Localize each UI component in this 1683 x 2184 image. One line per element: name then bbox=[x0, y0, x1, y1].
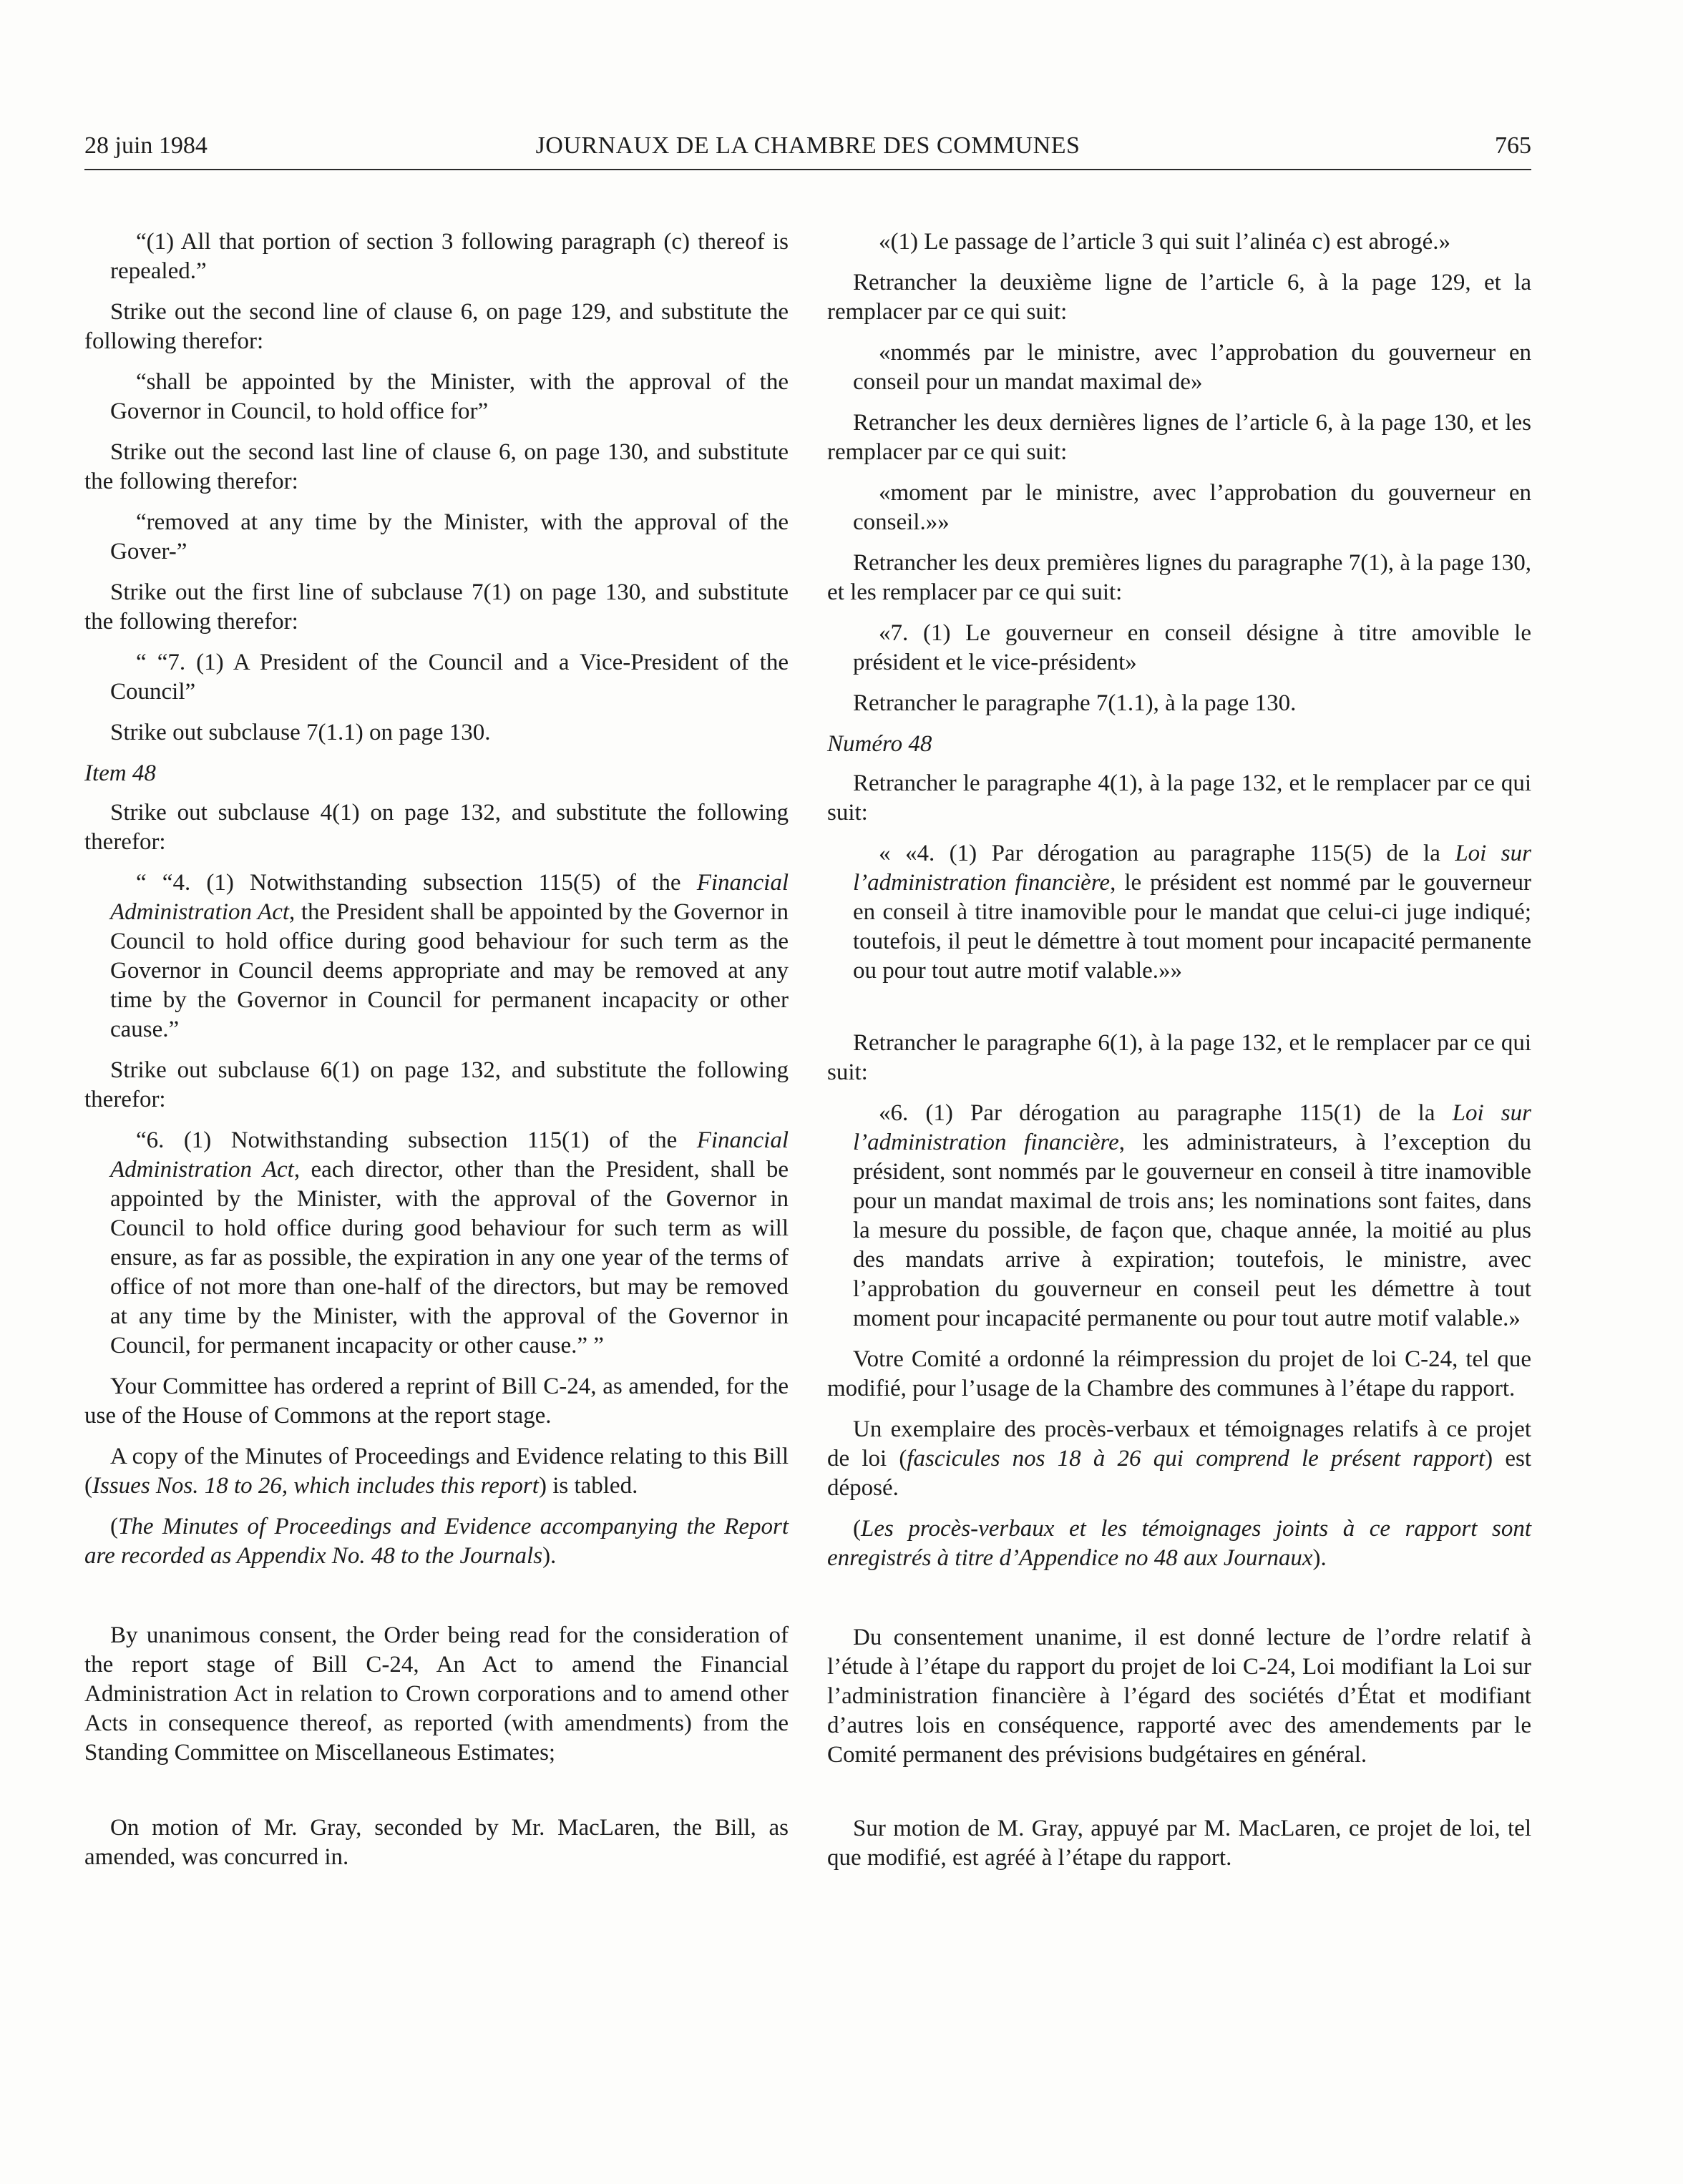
instruction: Strike out subclause 6(1) on page 132, and substitute the following therefor: bbox=[84, 1057, 789, 1112]
amendment-text: “(1) All that portion of section 3 following paragraph (c) thereof is repealed.” bbox=[110, 229, 789, 284]
item-heading: Item 48 bbox=[84, 760, 156, 786]
journal-title: JOURNAUX DE LA CHAMBRE DES COMMUNES bbox=[535, 132, 1080, 159]
report-paragraph: Votre Comité a ordonné la réimpression du projet de loi C-24, tel que modifié, pour l’usage de la Chambre des communes à l’étape du rapport. bbox=[827, 1346, 1531, 1401]
instruction: Strike out the second last line of clause 6, on page 130, and substitute the following therefor: bbox=[84, 439, 789, 494]
amendment-text: “ “4. (1) Notwithstanding subsection 115(5) of the Financial Administration Act, the President shall be appointed by the Governor in Council to hold office during good behaviour for such term as the Governor in Council deems appropriate and may be removed at any time by the Governor in Council for permanent incapacity or other cause.” bbox=[110, 870, 789, 1042]
header-date: 28 juin 1984 bbox=[84, 132, 208, 159]
running-header bbox=[84, 129, 1531, 170]
report-paragraph: Un exemplaire des procès-verbaux et témoignages relatifs à ce projet de loi (fascicules nos 18 à 26 qui comprend le présent rapport) est déposé. bbox=[827, 1416, 1531, 1501]
amendment-text: “ “7. (1) A President of the Council and a Vice-President of the Council” bbox=[110, 650, 789, 705]
item-heading: Numéro 48 bbox=[827, 731, 932, 757]
instruction: Retrancher le paragraphe 6(1), à la page 132, et le remplacer par ce qui suit: bbox=[827, 1030, 1531, 1085]
amendment-text: “shall be appointed by the Minister, with the approval of the Governor in Council, to hold office for” bbox=[110, 369, 789, 424]
french-column bbox=[827, 227, 1531, 1884]
instruction: Retrancher la deuxième ligne de l’article 6, à la page 129, et la remplacer par ce qui suit: bbox=[827, 270, 1531, 325]
instruction: Strike out subclause 7(1.1) on page 130. bbox=[110, 720, 491, 745]
amendment-text: «moment par le ministre, avec l’approbation du gouverneur en conseil.»» bbox=[853, 480, 1531, 535]
english-column bbox=[84, 227, 789, 1884]
report-paragraph: Your Committee has ordered a reprint of Bill C-24, as amended, for the use of the House of Commons at the report stage. bbox=[84, 1373, 789, 1429]
instruction: Retrancher le paragraphe 7(1.1), à la page 130. bbox=[853, 690, 1297, 716]
motion-paragraph: Sur motion de M. Gray, appuyé par M. MacLaren, ce projet de loi, tel que modifié, est agréé à l’étape du rapport. bbox=[827, 1816, 1531, 1871]
amendment-text: «nommés par le ministre, avec l’approbation du gouverneur en conseil pour un mandat maximal de» bbox=[853, 340, 1531, 395]
amendment-text: «(1) Le passage de l’article 3 qui suit l’alinéa c) est abrogé.» bbox=[879, 229, 1451, 255]
instruction: Retrancher les deux dernières lignes de l’article 6, à la page 130, et les remplacer par ce qui suit: bbox=[827, 410, 1531, 465]
appendix-note: (Les procès-verbaux et les témoignages joints à ce rapport sont enregistrés à titre d’Appendice no 48 aux Journaux). bbox=[827, 1516, 1531, 1571]
instruction: Retrancher les deux premières lignes du paragraphe 7(1), à la page 130, et les remplacer par ce qui suit: bbox=[827, 550, 1531, 605]
report-paragraph: A copy of the Minutes of Proceedings and Evidence relating to this Bill (Issues Nos. 18 to 26, which includes this report) is tabled. bbox=[84, 1444, 789, 1499]
proceedings-paragraph: By unanimous consent, the Order being read for the consideration of the report stage of Bill C-24, An Act to amend the Financial Administration Act in relation to Crown corporations and to amend other Acts in consequence thereof, as reported (with amendments) from the Standing Committee on Miscellaneous Estimates; bbox=[84, 1622, 789, 1766]
page-number: 765 bbox=[1495, 132, 1531, 159]
instruction: Strike out subclause 4(1) on page 132, and substitute the following therefor: bbox=[84, 800, 789, 855]
amendment-text: “6. (1) Notwithstanding subsection 115(1) of the Financial Administration Act, each director, other than the President, shall be appointed by the Minister, with the approval of the Governor in Council to hold office during good behaviour for such term as will ensure, as far as possible, the expiration in any one year of the terms of office of not more than one-half of the directors, but may be removed at any time by the Minister, with the approval of the Governor in Council, for permanent incapacity or other cause.” ” bbox=[110, 1127, 789, 1358]
instruction: Strike out the second line of clause 6, on page 129, and substitute the following therefor: bbox=[84, 299, 789, 354]
motion-paragraph: On motion of Mr. Gray, seconded by Mr. MacLaren, the Bill, as amended, was concurred in. bbox=[84, 1815, 789, 1870]
instruction: Retrancher le paragraphe 4(1), à la page 132, et le remplacer par ce qui suit: bbox=[827, 770, 1531, 826]
appendix-note: (The Minutes of Proceedings and Evidence accompanying the Report are recorded as Appendix No. 48 to the Journals). bbox=[84, 1514, 789, 1569]
amendment-text: «7. (1) Le gouverneur en conseil désigne à titre amovible le président et le vice-président» bbox=[853, 620, 1531, 675]
amendment-text: “removed at any time by the Minister, with the approval of the Gover-” bbox=[110, 509, 789, 564]
instruction: Strike out the first line of subclause 7(1) on page 130, and substitute the following therefor: bbox=[84, 579, 789, 635]
amendment-text: «6. (1) Par dérogation au paragraphe 115(1) de la Loi sur l’administration financière, les administrateurs, à l’exception du président, sont nommés par le gouverneur en conseil à titre inamovible pour un mandat maximal de trois ans; les nominations sont faites, dans la mesure du possible, de façon que, chaque année, la moitié au plus des mandats arrive à expiration; toutefois, le ministre, avec l’approbation du gouverneur en conseil peut les démettre à tout moment pour incapacité permanente ou pour tout autre motif valable.» bbox=[853, 1100, 1531, 1331]
amendment-text: « «4. (1) Par dérogation au paragraphe 115(5) de la Loi sur l’administration financière, le président est nommé par le gouverneur en conseil à titre inamovible pour le mandat que celui-ci juge indiqué; toutefois, il peut le démettre à tout moment pour incapacité permanente ou pour tout autre motif valable.»» bbox=[853, 841, 1531, 984]
proceedings-paragraph: Du consentement unanime, il est donné lecture de l’ordre relatif à l’étude à l’étape du rapport du projet de loi C-24, Loi modifiant la Loi sur l’administration financière à l’égard des sociétés d’État et modifiant d’autres lois en conséquence, rapporté avec des amendements par le Comité permanent des prévisions budgétaires en général. bbox=[827, 1625, 1531, 1768]
